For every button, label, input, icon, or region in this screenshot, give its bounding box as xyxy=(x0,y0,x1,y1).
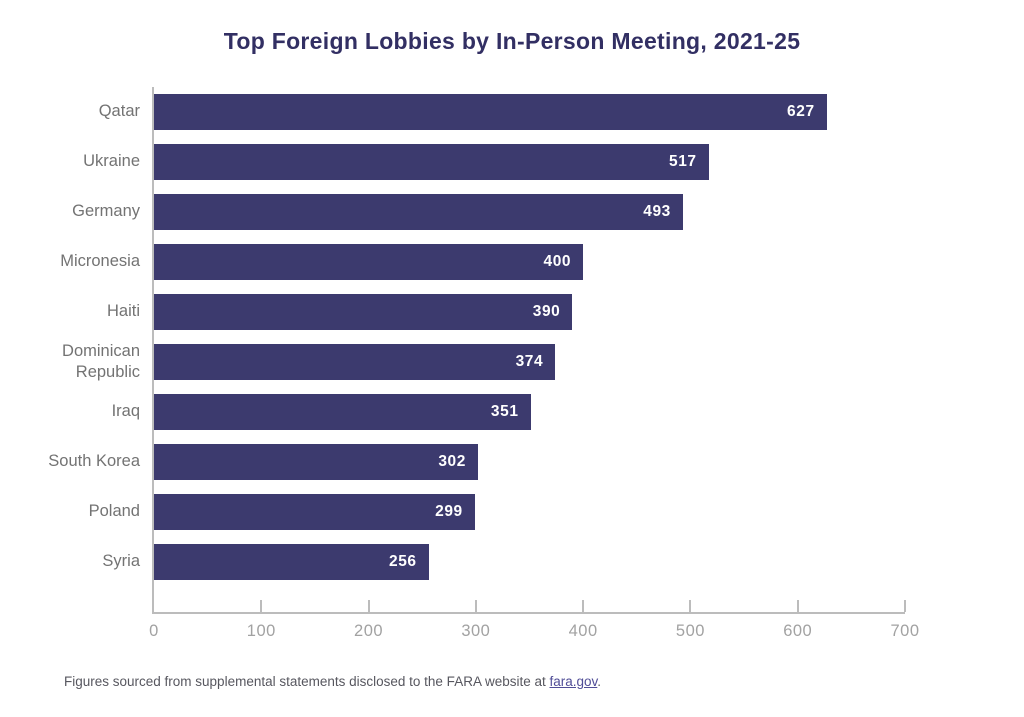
value-label: 351 xyxy=(490,403,519,420)
category-label: South Korea xyxy=(48,452,140,471)
bar-row xyxy=(102,537,905,587)
bar xyxy=(154,344,555,380)
bar xyxy=(154,544,429,580)
bar xyxy=(154,94,827,130)
category-label: Poland xyxy=(88,502,140,521)
category-label: Germany xyxy=(72,202,140,221)
bar-row xyxy=(60,237,905,287)
source-note-text: Figures sourced from supplemental statements disclosed to the FARA website at xyxy=(64,674,550,689)
x-axis-tick-label: 500 xyxy=(675,622,705,640)
bar-row xyxy=(111,387,905,437)
category-label: Micronesia xyxy=(60,252,140,271)
bar xyxy=(154,144,709,180)
bar-rows xyxy=(48,87,905,587)
fara-link[interactable]: fara.gov xyxy=(549,674,598,689)
value-label: 517 xyxy=(668,153,697,170)
bar-row xyxy=(106,287,905,337)
x-axis-tick xyxy=(260,600,262,612)
value-label: 627 xyxy=(787,103,815,120)
value-label: 374 xyxy=(515,353,544,370)
bar xyxy=(154,494,475,530)
x-axis-tick xyxy=(475,600,477,612)
x-axis-tick-label: 700 xyxy=(890,622,920,640)
x-axis-tick-label: 600 xyxy=(783,622,813,640)
bar-row xyxy=(72,187,905,237)
x-axis-tick xyxy=(368,600,370,612)
bar xyxy=(154,194,683,230)
category-label: Qatar xyxy=(98,102,140,121)
value-label: 400 xyxy=(543,253,572,270)
x-axis-tick-label: 300 xyxy=(461,622,491,640)
x-axis-tick-label: 200 xyxy=(354,622,384,640)
bar xyxy=(154,444,478,480)
bar-chart xyxy=(48,87,920,640)
bar-row xyxy=(98,87,905,137)
bar xyxy=(154,394,531,430)
bar-row xyxy=(88,487,905,537)
chart-title: Top Foreign Lobbies by In-Person Meeting, 2021-25 xyxy=(223,28,801,54)
bar-row xyxy=(62,337,905,387)
bar xyxy=(154,294,572,330)
category-label: Syria xyxy=(102,552,140,571)
value-label: 390 xyxy=(532,303,561,320)
x-axis-tick xyxy=(582,600,584,612)
x-axis-tick xyxy=(689,600,691,612)
value-label: 299 xyxy=(435,503,463,520)
category-label: Ukraine xyxy=(83,152,140,171)
bar-row xyxy=(83,137,905,187)
x-axis-tick xyxy=(904,600,906,612)
value-label: 302 xyxy=(438,453,466,470)
category-label: Haiti xyxy=(106,302,140,321)
x-axis-tick-label: 100 xyxy=(246,622,276,640)
x-axis-tick-label: 400 xyxy=(568,622,598,640)
category-label: Dominican Republic xyxy=(62,341,140,381)
value-label: 493 xyxy=(643,203,671,220)
x-axis-tick xyxy=(797,600,799,612)
bar-row xyxy=(48,437,905,487)
source-note xyxy=(64,674,1024,689)
x-axis-tick-label: 0 xyxy=(149,622,159,640)
source-note-period: . xyxy=(597,674,602,689)
value-label: 256 xyxy=(388,553,417,570)
bar xyxy=(154,244,583,280)
category-label: Iraq xyxy=(111,402,140,421)
